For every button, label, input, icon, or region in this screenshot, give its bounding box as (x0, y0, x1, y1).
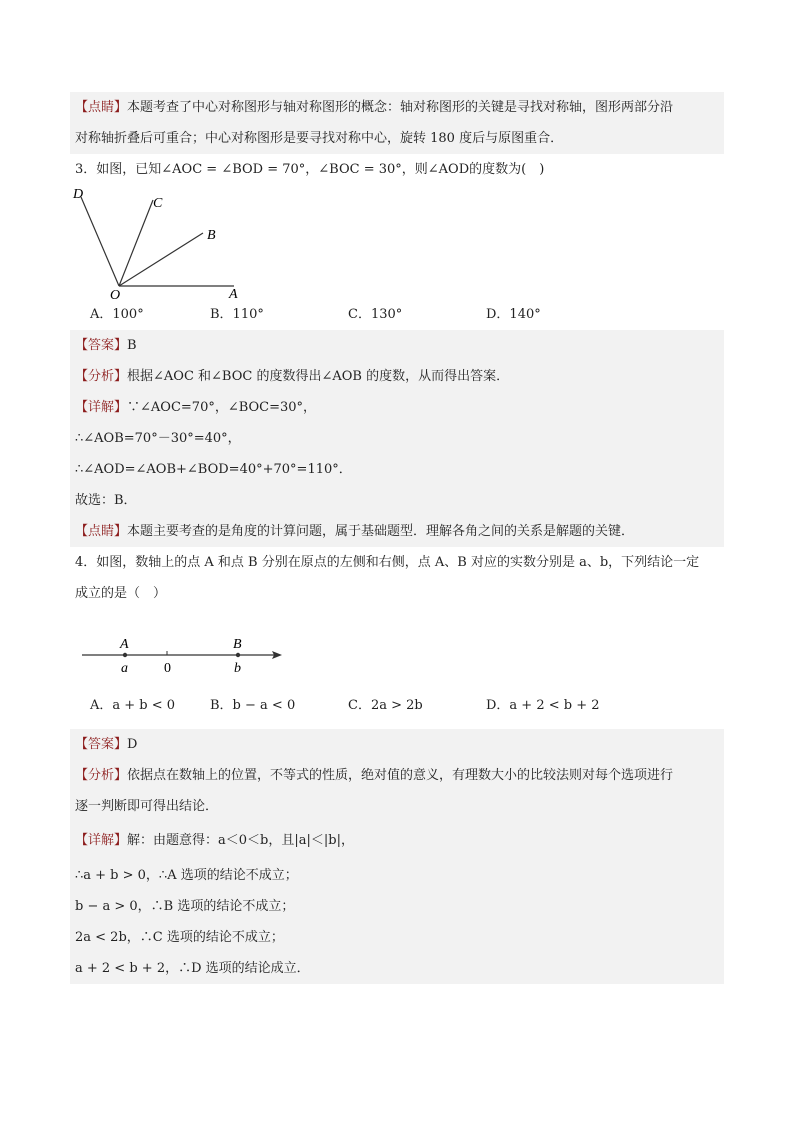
comment-tag-q3: 【点睛】 (75, 524, 128, 539)
analysis-line (70, 361, 724, 392)
comment-text-1: 本题考查了中心对称图形与轴对称图形的概念：轴对称图形的关键是寻找对称轴，图形两部分沿 (127, 100, 674, 115)
comment-line-1 (70, 92, 724, 123)
answer-value: B (127, 338, 137, 353)
analysis-tag: 【分析】 (75, 369, 128, 384)
point-A-label: A (120, 637, 129, 652)
detail-line-1 (70, 822, 724, 860)
option-c: C．2a > 2b (348, 698, 423, 713)
detail-line-1 (70, 392, 724, 423)
detail-tag: 【详解】 (75, 400, 128, 415)
point-A-dot (123, 653, 127, 657)
choose-line: 故选：B． (75, 493, 137, 508)
answer-tag: 【答案】 (75, 737, 128, 752)
analysis-text: 根据∠AOC 和∠BOC 的度数得出∠AOB 的度数，从而得出答案． (127, 369, 510, 384)
point-B-label: B (233, 637, 242, 652)
point-b-label: b (234, 661, 241, 676)
question-4-solution (70, 729, 724, 984)
answer-line (70, 330, 724, 361)
label-A: A (229, 287, 238, 300)
analysis-line-2: 逐一判断即可得出结论． (75, 799, 219, 814)
option-a: A．100° (90, 307, 144, 322)
number-line-figure (70, 609, 300, 691)
point-B-dot (236, 653, 240, 657)
detail-tag: 【详解】 (75, 833, 128, 848)
analysis-text-1: 依据点在数轴上的位置，不等式的性质，绝对值的意义，有理数大小的比较法则对每个选项进行 (127, 768, 674, 783)
label-C: C (153, 196, 163, 211)
comment-block-q2 (70, 92, 724, 154)
comment-text-2: 对称轴折叠后可重合；中心对称图形是要寻找对称中心，旋转 180 度后与原图重合． (75, 131, 564, 146)
comment-text-q3: 本题主要考查的是角度的计算问题，属于基础题型．理解各角之间的关系是解题的关键． (127, 524, 635, 539)
option-a: A．a + b < 0 (90, 698, 176, 713)
question-4-stem-1: 4．如图，数轴上的点 A 和点 B 分别在原点的左侧和右侧，点 A、B 对应的实数分别是 a、b，下列结论一定 (75, 555, 700, 570)
comment-tag: 【点睛】 (75, 100, 128, 115)
comment-line-2 (70, 123, 724, 154)
answer-line (70, 729, 724, 760)
origin-label: 0 (164, 661, 171, 676)
point-a-label: a (121, 661, 128, 676)
detail-line-3: ∴∠AOD=∠AOB+∠BOD=40°+70°=110°． (75, 462, 352, 477)
analysis-line-1 (70, 760, 724, 791)
detail-line-4: 2a < 2b，∴C 选项的结论不成立； (75, 930, 284, 945)
label-D: D (73, 187, 84, 202)
detail-text-1: 解：由题意得：a＜0＜b，且|a|＜|b|， (127, 833, 354, 848)
comment-line (70, 516, 724, 547)
detail-line-2: ∴∠AOB=70°－30°=40°， (75, 431, 241, 446)
question-4-options (70, 691, 724, 729)
question-3-solution (70, 330, 724, 547)
question-3-stem: 3．如图，已知∠AOC = ∠BOD = 70°，∠BOC = 30°，则∠AOD的度数为( ) (75, 162, 545, 177)
detail-line-3: b − a > 0，∴B 选项的结论不成立； (75, 899, 295, 914)
option-b: B．b − a < 0 (210, 698, 296, 713)
label-O: O (110, 288, 121, 300)
option-b: B．110° (210, 307, 264, 322)
option-d: D．a + 2 < b + 2 (486, 698, 600, 713)
angle-figure (70, 185, 270, 300)
analysis-tag: 【分析】 (75, 768, 128, 783)
detail-line-5: a + 2 < b + 2，∴D 选项的结论成立． (75, 961, 310, 976)
solution-page (70, 92, 724, 984)
option-c: C．130° (348, 307, 403, 322)
detail-line-2: ∴a + b > 0，∴A 选项的结论不成立； (75, 868, 298, 883)
detail-text-1: ∵∠AOC=70°，∠BOC=30°， (127, 400, 317, 415)
ray-OB (119, 233, 203, 286)
answer-tag: 【答案】 (75, 338, 128, 353)
answer-value: D (127, 737, 138, 752)
ray-OC (119, 200, 153, 286)
question-3-options (70, 300, 724, 330)
ray-OD (81, 197, 119, 286)
question-4-stem-2: 成立的是（ ） (75, 586, 167, 601)
option-d: D．140° (486, 307, 541, 322)
label-B: B (207, 228, 216, 243)
